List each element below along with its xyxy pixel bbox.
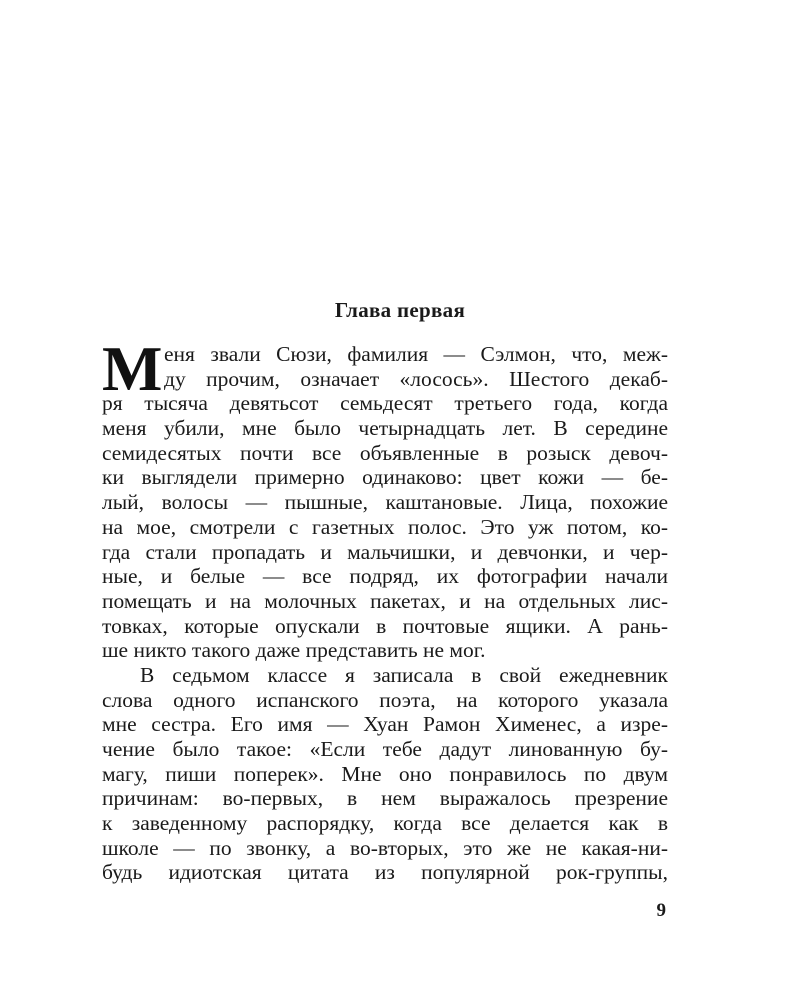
text-line-12: товках, которые опускали в почтовые ящики. А рань-: [102, 613, 668, 638]
text-line-20: к заведенному распорядку, когда все делается как в: [102, 811, 668, 836]
chapter-body: [102, 333, 668, 885]
text-line-6: ки выглядели примерно одинаково: цвет кожи — бе-: [102, 465, 668, 490]
text-line-19: причинам: во-первых, в нем выражалось презрение: [102, 786, 668, 811]
text-line-9: гда стали пропадать и мальчишки, и девчонки, и чер-: [102, 539, 668, 564]
text-line-13: ше никто такого даже представить не мог.: [102, 638, 486, 663]
text-line-10: ные, и белые — все подряд, их фотографии начали: [102, 564, 668, 589]
text-line-11: помещать и на молочных пакетах, и на отдельных лис-: [102, 588, 668, 613]
text-line-7: лый, волосы — пышные, каштановые. Лица, похожие: [102, 490, 668, 515]
text-line-16: мне сестра. Его имя — Хуан Рамон Хименес, а изре-: [102, 712, 668, 737]
drop-cap: М: [102, 333, 163, 404]
text-line-15: слова одного испанского поэта, на которого указала: [102, 687, 668, 712]
text-line-1: еня звали Сюзи, фамилия — Сэлмон, что, меж-: [164, 342, 668, 366]
chapter-title: Глава первая: [334, 298, 466, 322]
page-number: 9: [656, 900, 666, 921]
text-line-2: ду прочим, означает «лосось». Шестого декаб-: [164, 366, 668, 391]
text-line-8: на мое, смотрели с газетных полос. Это уж потом, ко-: [102, 514, 668, 539]
text-line-4: меня убили, мне было четырнадцать лет. В середине: [102, 416, 668, 441]
text-line-22: будь идиотская цитата из популярной рок-группы,: [102, 860, 668, 885]
text-line-14: В седьмом классе я записала в свой ежедневник: [140, 662, 668, 687]
text-line-5: семидесятых почти все объявленные в розыск девоч-: [102, 440, 668, 465]
text-line-17: чение было такое: «Если тебе дадут линованную бу-: [102, 737, 668, 761]
text-line-3: ря тысяча девятьсот семьдесят третьего года, когда: [102, 391, 668, 416]
text-line-18: магу, пиши поперек». Мне оно понравилось по двум: [102, 761, 668, 786]
text-line-21: школе — по звонку, а во-вторых, это же не какая-ни-: [102, 835, 668, 860]
